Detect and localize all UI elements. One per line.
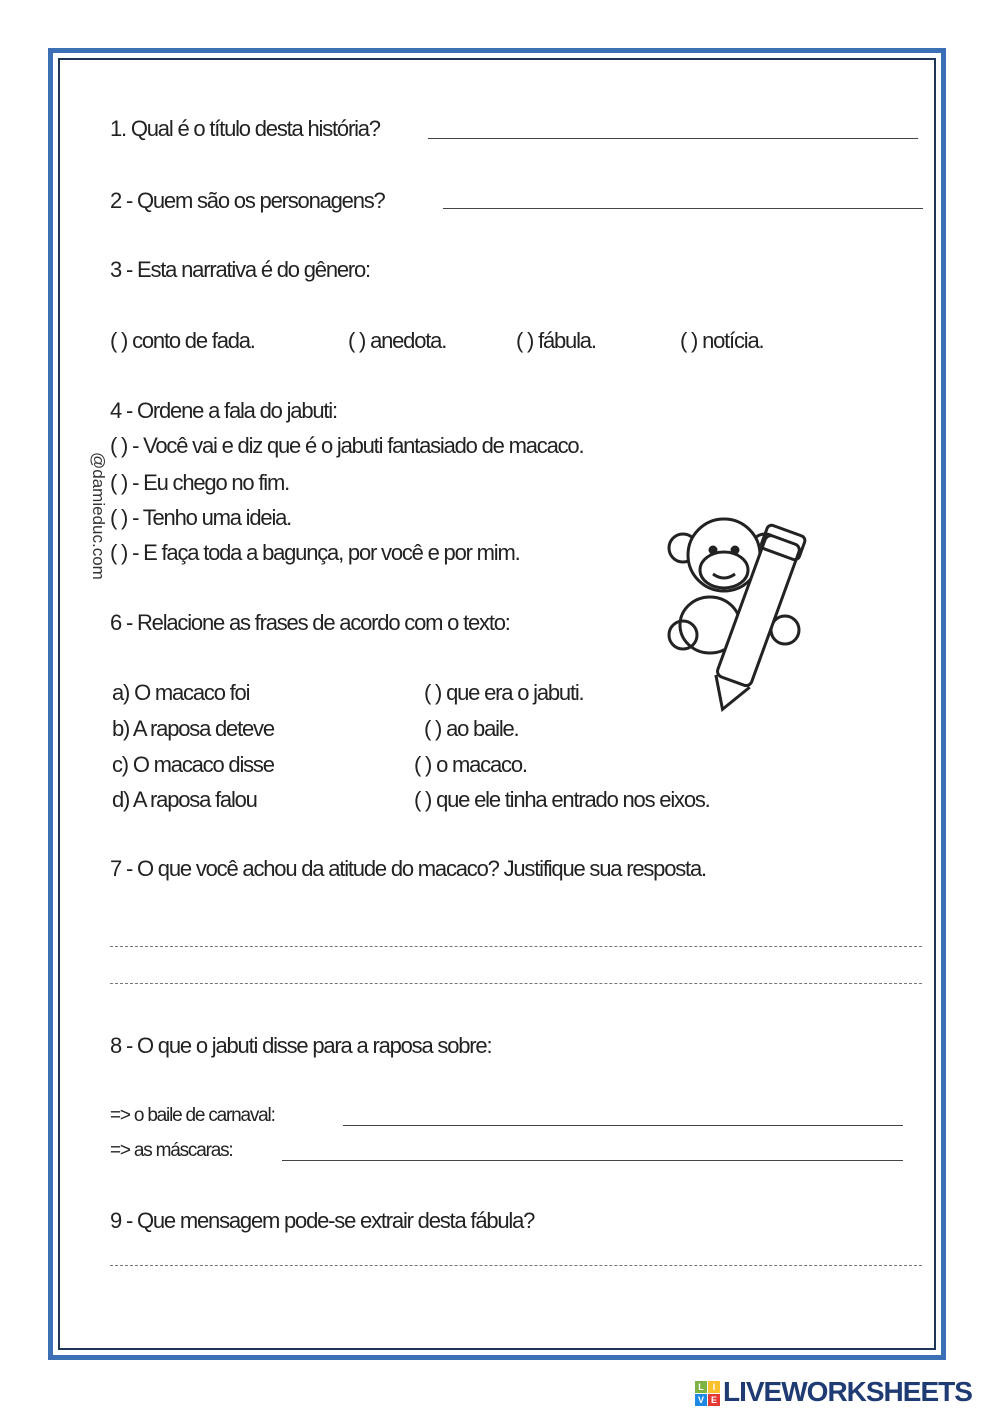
q6-left: a) O macaco foi	[112, 680, 250, 705]
answer-line-8a[interactable]	[343, 1125, 903, 1126]
question-6: 6 - Relacione as frases de acordo com o texto:	[110, 610, 510, 635]
question-3: 3 - Esta narrativa é do gênero:	[110, 257, 370, 282]
monkey-pencil-illustration	[665, 510, 815, 720]
logo-icon: L I V E	[695, 1381, 720, 1406]
q4-item[interactable]: ( ) - E faça toda a bagunça, por você e por mim.	[110, 540, 520, 565]
q6-left: c) O macaco disse	[112, 752, 274, 777]
q4-item[interactable]: ( ) - Tenho uma ideia.	[110, 505, 292, 530]
q3-option[interactable]: ( ) conto de fada.	[110, 328, 255, 353]
question-2: 2 - Quem são os personagens?	[110, 188, 385, 213]
question-8: 8 - O que o jabuti disse para a raposa sobre:	[110, 1033, 492, 1058]
q8-item: => o baile de carnaval:	[110, 1105, 275, 1126]
answer-line-7a[interactable]	[110, 946, 922, 947]
q6-left: d) A raposa falou	[112, 787, 257, 812]
q3-option[interactable]: ( ) notícia.	[680, 328, 764, 353]
answer-line-2[interactable]	[443, 208, 923, 209]
answer-line-9[interactable]	[110, 1265, 922, 1266]
q6-right[interactable]: ( ) ao baile.	[424, 716, 519, 741]
q8-item: => as máscaras:	[110, 1140, 233, 1161]
logo-text: LIVEWORKSHEETS	[723, 1376, 972, 1407]
question-4: 4 - Ordene a fala do jabuti:	[110, 398, 337, 423]
question-9: 9 - Que mensagem pode-se extrair desta fábula?	[110, 1208, 535, 1233]
q4-item[interactable]: ( ) - Eu chego no fim.	[110, 470, 290, 495]
liveworksheets-logo	[695, 1376, 972, 1408]
answer-line-7b[interactable]	[110, 983, 922, 984]
q6-right[interactable]: ( ) que ele tinha entrado nos eixos.	[414, 787, 710, 812]
q3-option[interactable]: ( ) anedota.	[348, 328, 447, 353]
q6-right[interactable]: ( ) o macaco.	[414, 752, 527, 777]
q6-left: b) A raposa deteve	[112, 716, 274, 741]
q6-right[interactable]: ( ) que era o jabuti.	[424, 680, 584, 705]
watermark: @damieduc.com	[89, 452, 108, 580]
question-1: 1. Qual é o título desta história?	[110, 116, 380, 141]
q4-item[interactable]: ( ) - Você vai e diz que é o jabuti fantasiado de macaco.	[110, 433, 584, 458]
q3-option[interactable]: ( ) fábula.	[516, 328, 596, 353]
answer-line-8b[interactable]	[282, 1160, 903, 1161]
question-7: 7 - O que você achou da atitude do macaco? Justifique sua resposta.	[110, 856, 706, 881]
answer-line-1[interactable]	[428, 138, 918, 139]
